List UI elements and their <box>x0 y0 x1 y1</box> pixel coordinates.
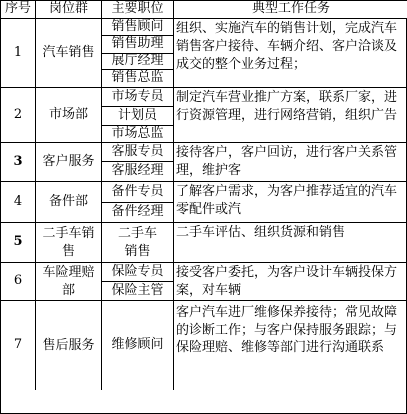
row-number: 3 <box>1 143 36 182</box>
task-description: 接待客户，客户回访，进行客户关系管理，维护客 <box>174 143 407 182</box>
position-cell: 展厅经理 <box>102 54 174 70</box>
position-cell: 备件经理 <box>102 203 174 223</box>
row-number: 7 <box>1 301 36 390</box>
job-group: 售后服务 <box>36 301 102 390</box>
row-number: 4 <box>1 182 36 223</box>
position-cell: 销售助理 <box>102 36 174 54</box>
row-number: 2 <box>1 88 36 143</box>
job-group: 客户服务 <box>36 143 102 182</box>
position-cell: 销售顾问 <box>102 19 174 36</box>
position-cell: 备件专员 <box>102 182 174 203</box>
task-description: 二手车评估、组织货源和销售 <box>174 223 407 263</box>
row-number: 5 <box>1 223 36 263</box>
position-cell: 客服经理 <box>102 162 174 182</box>
header-no: 序号 <box>1 1 36 19</box>
job-group: 车险理赔部 <box>36 263 102 301</box>
header-task: 典型工作任务 <box>174 1 407 19</box>
task-description: 了解客户需求，为客户推荐适宜的汽车零配件或汽 <box>174 182 407 223</box>
position-cell: 市场总监 <box>102 126 174 143</box>
job-group: 二手车销售 <box>36 223 102 263</box>
position-cell: 保险主管 <box>102 282 174 301</box>
row-number: 1 <box>1 19 36 88</box>
header-position: 主要职位 <box>102 1 174 19</box>
position-cell: 二手车销售 <box>102 223 174 263</box>
position-cell: 计划员 <box>102 107 174 126</box>
task-description: 接受客户委托，为客户设计车辆投保方案，对车辆 <box>174 263 407 301</box>
position-cell: 维修顾问 <box>102 301 174 390</box>
job-group: 汽车销售 <box>36 19 102 88</box>
position-cell: 销售总监 <box>102 70 174 88</box>
task-description: 客户汽车进厂维修保养接待；常见故障的诊断工作；与客户保持服务跟踪；与保险理赔、维修等部门进行沟通联系 <box>176 305 398 355</box>
task-description: 组织、实施汽车的销售计划，完成汽车销售客户接待、车辆介绍、客户洽谈及成交的整个业务过程； <box>174 19 407 88</box>
header-group: 岗位群 <box>36 1 102 19</box>
task-description: 制定汽车营业推广方案，联系厂家，进行资源管理，进行网络营销，组织广告 <box>174 88 407 143</box>
position-cell: 市场专员 <box>102 88 174 107</box>
position-cell: 客服专员 <box>102 143 174 162</box>
job-group: 备件部 <box>36 182 102 223</box>
position-cell: 保险专员 <box>102 263 174 282</box>
row-number: 6 <box>1 263 36 301</box>
job-group: 市场部 <box>36 88 102 143</box>
